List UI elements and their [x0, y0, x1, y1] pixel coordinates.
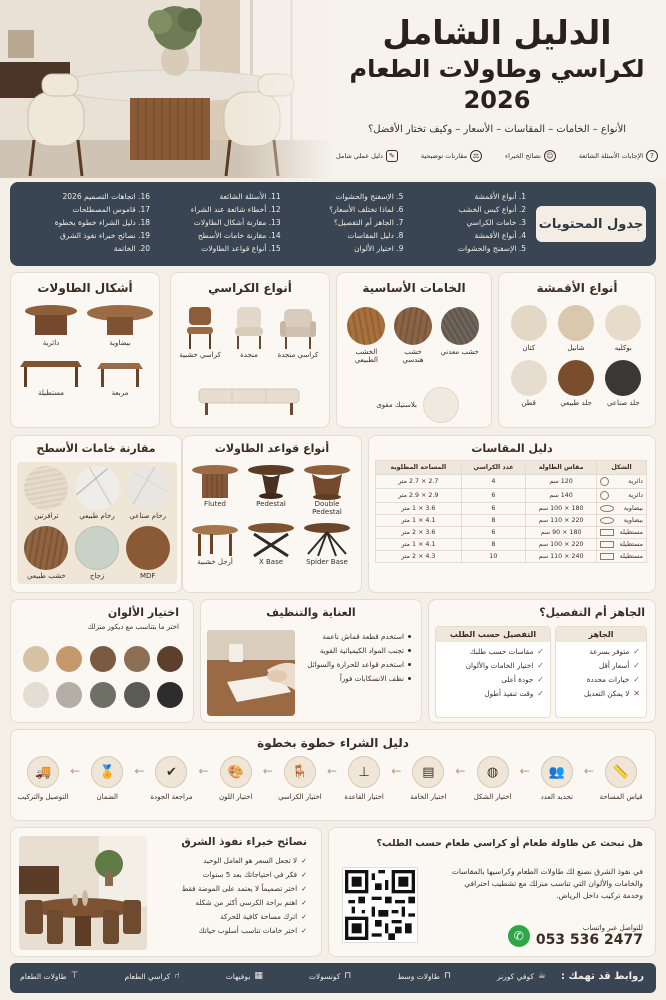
toc-link[interactable]: 9. اختيار الألوان	[354, 244, 404, 253]
toc-link[interactable]: 5. الإسفنج والحشوات	[457, 244, 526, 253]
list-item: نظف الانسكابات فوراً	[291, 674, 411, 683]
award-icon: 🏅	[91, 756, 123, 788]
colors-card	[10, 599, 194, 723]
toc-link[interactable]: 4. أنواع الأقمشة	[474, 231, 526, 240]
check-icon: ✓	[537, 675, 544, 684]
rect-shape-icon	[600, 541, 614, 548]
ready-column: الجاهز ✓ متوفر بسرعة ✓ أسعار أقل ✓ خيارات محددة ✕ لا يمكن التعديل	[555, 626, 647, 718]
x-base-icon	[246, 522, 296, 558]
base-type: Double Pedestal	[299, 464, 355, 516]
footer-link-center-tables[interactable]: ⊓ طاولات وسط	[397, 971, 451, 981]
qr-code[interactable]	[343, 868, 417, 942]
check-icon: ✓	[633, 675, 640, 684]
check-icon: ✓	[633, 647, 640, 656]
toc-column-2	[283, 190, 403, 255]
care-title: العناية والتنظيف	[266, 606, 356, 619]
fabric-swatch: جلد صناعي	[600, 360, 647, 407]
chairs-card	[170, 272, 330, 428]
buffet-icon: ▦	[254, 971, 263, 981]
toc-link[interactable]: 11. الأسئلة الشائعة	[219, 192, 281, 201]
fabrics-title: أنواع الأقمشة	[536, 281, 618, 295]
materials-card	[336, 272, 492, 428]
toc-link[interactable]: 12. أخطاء شائعة عند الشراء	[190, 205, 281, 214]
upholstered-armchair-icon	[278, 305, 318, 351]
check-icon: ✓	[301, 884, 307, 893]
buying-steps-title: دليل الشراء خطوة بخطوة	[257, 736, 409, 750]
step-arrow: ←	[198, 764, 209, 778]
footer-link-coffee-corner[interactable]: ☕ كوفي كورنر	[496, 971, 546, 981]
toc-link[interactable]: 18. دليل الشراء خطوة بخطوة	[54, 218, 151, 227]
toc-link[interactable]: 3. خامات الكراسي	[466, 218, 526, 227]
base-type: Pedestal	[243, 464, 299, 516]
upholstered-chair-icon	[231, 305, 267, 351]
step-warranty: 🏅 الضمان	[81, 756, 133, 801]
faq-icon: ?	[646, 150, 658, 162]
footer-links-bar	[10, 963, 656, 993]
chair-type: كراسي منجدة	[275, 305, 321, 359]
check-icon: ✓	[537, 689, 544, 698]
surfaces-card	[10, 435, 182, 593]
table-row: دائرية 120 سم 4 2.7 × 2.7 متر	[376, 475, 647, 489]
main-subtitle-title: لكراسي وطاولات الطعام 2026	[349, 54, 645, 115]
list-item: ✓ جودة أعلى	[501, 675, 544, 684]
step-arrow: ←	[583, 764, 594, 778]
check-icon: ✓	[301, 926, 307, 935]
list-item: ✓ اهتم براحة الكرسي أكثر من شكله	[195, 898, 307, 907]
oval-table-icon	[85, 303, 155, 339]
coffee-icon: ☕	[537, 971, 546, 981]
table-shape: بيضاوية	[85, 303, 155, 347]
list-item: ✓ اختر تصميماً لا يعتمد على الموضة فقط	[181, 884, 307, 893]
spider-base-icon	[302, 522, 352, 558]
rect-shape-icon	[600, 553, 614, 560]
wooden-chair-icon	[182, 305, 218, 351]
ready-vs-custom-card	[428, 599, 656, 723]
step-color: 🎨 اختيار اللون	[210, 756, 262, 801]
care-card	[200, 599, 422, 723]
toc-column-1	[406, 190, 526, 255]
check-icon: ✓	[537, 647, 544, 656]
toc-link[interactable]: 19. نصائح خبراء نفوذ الشرق	[59, 231, 151, 240]
ruler-icon: 📏	[605, 756, 637, 788]
check-icon: ✓	[633, 661, 640, 670]
list-item: ✓ اختيار الخامات والألوان	[465, 661, 544, 670]
contact-body: في نفوذ الشرق نصنع لك طاولات الطعام وكراسيها بالمقاسات والخامات والألوان التي تناسب منزلك مع تشطيب احترافي وخدمة تركيب داخل الرياض.	[451, 867, 643, 900]
table-shape-icon: ◍	[477, 756, 509, 788]
palette-icon: 🎨	[220, 756, 252, 788]
expert-tips-title: نصائح خبراء نفوذ الشرق	[181, 836, 307, 848]
chairs-title: أنواع الكراسي	[208, 281, 292, 295]
color-swatch[interactable]	[157, 646, 183, 672]
step-chair: 🪑 اختيار الكراسي	[274, 756, 326, 801]
step-arrow: ←	[455, 764, 466, 778]
hero-dining-photo	[0, 0, 332, 178]
list-item: ✓ لا تجعل السعر هو العامل الوحيد	[203, 856, 307, 865]
surfaces-title: مقارنة خامات الأسطح	[36, 442, 156, 455]
feature-compare: ⚖ مقارنات توضيحية	[421, 150, 482, 162]
check-icon: ✓	[301, 870, 307, 879]
step-count: 👥 تحديد العدد	[531, 756, 583, 801]
chair-type: كراسي خشبية	[177, 305, 223, 359]
check-icon: ✓	[537, 661, 544, 670]
feature-faq: ? الإجابات الأسئلة الشائعة	[579, 150, 658, 162]
center-table-icon: ⊓	[443, 971, 451, 981]
toc-column-3	[153, 190, 281, 255]
surface-swatch: رخام صناعي	[122, 466, 173, 520]
square-table-icon	[95, 355, 145, 389]
list-item: استخدم قطعة قماش ناعمة	[291, 632, 411, 641]
people-icon: 👥	[541, 756, 573, 788]
color-swatch[interactable]	[23, 682, 49, 708]
color-swatch[interactable]	[124, 646, 150, 672]
round-shape-icon	[600, 477, 609, 486]
toc-link[interactable]: 6. لماذا تختلف الأسعار؟	[329, 205, 404, 214]
whatsapp-label: للتواصل عبر واتساب	[582, 924, 643, 932]
toc-link[interactable]: 2. أنواع كبس الخشب	[458, 205, 526, 214]
chair-icon: 🪑	[284, 756, 316, 788]
bench-illustration	[197, 385, 301, 417]
base-icon: ⊥	[348, 756, 380, 788]
dining-chair-icon: ⑁	[174, 971, 180, 981]
step-measure: 📏 قياس المساحة	[595, 756, 647, 801]
check-icon: ✓	[301, 856, 307, 865]
round-table-icon	[21, 303, 81, 339]
base-type: Fluted	[187, 464, 243, 516]
table-bases-card	[182, 435, 362, 593]
color-swatch[interactable]	[23, 646, 49, 672]
base-type: X Base	[243, 522, 299, 566]
table-row: مستطيلة 220 × 100 سم 8 4.1 × 1 متر	[376, 539, 647, 551]
list-item: ✓ وقت تنفيذ أطول	[484, 689, 544, 698]
base-type: Spider Base	[299, 522, 355, 566]
footer-title: روابط قد تهمك :	[560, 971, 644, 982]
expert-icon: ☺	[544, 150, 556, 162]
pedestal-icon	[246, 464, 296, 500]
footer-link-buffets[interactable]: ▦ بوفيهات	[225, 971, 263, 981]
expert-tips-card	[10, 827, 322, 957]
step-arrow: ←	[326, 764, 338, 778]
rectangular-table-icon	[18, 355, 84, 389]
toc-link[interactable]: 7. الجاهز أم التفصيل؟	[333, 218, 404, 227]
truck-icon: 🚚	[27, 756, 59, 788]
fluted-base-icon	[190, 464, 240, 500]
toc-link[interactable]: 20. الخاتمة	[113, 244, 151, 253]
color-swatch[interactable]	[90, 682, 116, 708]
compare-icon: ⚖	[470, 150, 482, 162]
dining-room-photo	[19, 836, 147, 950]
material-icon: ▤	[412, 756, 444, 788]
step-quality: ✔ مراجعة الجودة	[145, 756, 197, 801]
surface-swatch: MDF	[122, 526, 173, 580]
toc-link[interactable]: 5. الإسفنج والحشوات	[335, 192, 404, 201]
list-item: ✓ متوفر بسرعة	[589, 647, 640, 656]
whatsapp-icon[interactable]: ✆	[508, 925, 530, 947]
fabric-swatch: قطن	[505, 360, 552, 407]
footer-link-consoles[interactable]: ⊓ كونسولات	[308, 971, 352, 981]
cross-icon: ✕	[633, 689, 640, 698]
chair-type: منجدة	[226, 305, 272, 359]
hero-section	[0, 0, 666, 178]
hero-tagline: الأنواع – الخامات – المقاسات – الأسعار – وكيف تختار الأفضل؟	[367, 124, 627, 136]
phone-number[interactable]: 053 536 2477	[535, 932, 643, 948]
toc-link[interactable]: 8. دليل المقاسات	[347, 231, 404, 240]
surface-swatch: رخام طبيعي	[72, 466, 123, 520]
step-arrow: ←	[134, 764, 145, 778]
fabric-swatch: بوكليه	[600, 305, 647, 352]
shield-check-icon: ✔	[155, 756, 187, 788]
step-arrow: ←	[70, 764, 81, 778]
buying-steps-card	[10, 729, 656, 821]
surface-swatch: ترافرتين	[21, 466, 72, 520]
list-item: ✓ أسعار أقل	[598, 661, 640, 670]
hero-features	[336, 150, 658, 162]
table-bases-title: أنواع قواعد الطاولات	[214, 442, 330, 455]
material-swatch: الخشب الطبيعي	[343, 307, 390, 364]
step-delivery: 🚚 التوصيل والتركيب	[17, 756, 69, 801]
colors-subtitle: اختر ما يتناسب مع ديكور منزلك	[87, 623, 179, 631]
oval-shape-icon	[600, 505, 614, 512]
color-palette	[19, 646, 187, 708]
step-arrow: ←	[262, 764, 273, 778]
check-icon: ✓	[301, 912, 307, 921]
table-row: مستطيلة 240 × 110 سم 10 4.3 × 2 متر	[376, 551, 647, 563]
fabric-swatch: جلد طبيعي	[552, 360, 599, 407]
fabric-swatch: كتان	[505, 305, 552, 352]
size-guide-card	[368, 435, 656, 593]
material-swatch: خشب معدني	[436, 307, 483, 364]
contact-card	[328, 827, 656, 957]
step-base: ⊥ اختيار القاعدة	[338, 756, 390, 801]
toc-link[interactable]: 13. مقارنة أشكال الطاولات	[193, 218, 281, 227]
feature-experts: ☺ نصائح الخبراء	[505, 150, 556, 162]
table-shapes-title: أشكال الطاولات	[37, 281, 133, 295]
list-item: ✓ اختر خامات تناسب أسلوب حياتك	[198, 926, 307, 935]
list-item: ✓ اترك مساحة كافية للحركة	[220, 912, 307, 921]
list-item: ✓ فكر في احتياجاتك بعد 5 سنوات	[202, 870, 307, 879]
table-row: بيضاوية 180 × 100 سم 6 3.6 × 1 متر	[376, 503, 647, 515]
round-shape-icon	[600, 491, 609, 500]
toc-link[interactable]: 15. أنواع قواعد الطاولات	[201, 244, 281, 253]
color-swatch[interactable]	[157, 682, 183, 708]
material-swatch: خشب هندسي	[390, 307, 437, 364]
rect-shape-icon	[600, 529, 614, 536]
table-shapes-card	[10, 272, 160, 428]
base-type: أرجل خشبية	[187, 522, 243, 566]
toc-link[interactable]: 14. مقارنة خامات الأسطح	[197, 231, 281, 240]
ready-vs-custom-title: الجاهز أم التفصيل؟	[539, 606, 645, 619]
materials-title: الخامات الأساسية	[362, 281, 466, 295]
color-swatch[interactable]	[56, 682, 82, 708]
fabric-swatch: شانيل	[552, 305, 599, 352]
toc-link[interactable]: 16. اتجاهات التصميم 2026	[62, 192, 151, 201]
surface-swatch: خشب طبيعي	[21, 526, 72, 580]
list-item: استخدم قواعد للحرارة والسوائل	[291, 660, 411, 669]
main-title: الدليل الشامل	[382, 13, 612, 52]
double-pedestal-icon	[302, 464, 352, 500]
table-row: دائرية 140 سم 6 2.9 × 2.9 متر	[376, 489, 647, 503]
size-table: الشكل مقاس الطاولة عدد الكراسي المساحة المطلوبة دائرية 120 سم 4 2.7 × 2.7 متر دائرية 140 سم 6 2.9 × 2.9 متر بيضاوية 180 × 100 سم 6 3.6 × 1 متر بيضاوية 220 × 110 سم 8 4.1 × 1 متر مستطيلة 180 × 90 سم 6 3.6 × 2 متر مستطيلة 220 × 100 سم 8 4.1 × 1 متر مستطيلة 240 × 110 سم 10 4.3 × 2 متر	[375, 460, 647, 563]
table-row: بيضاوية 220 × 110 سم 8 4.1 × 1 متر	[376, 515, 647, 527]
fabrics-card	[498, 272, 656, 428]
dining-table-icon: ⊤	[70, 971, 79, 981]
size-guide-title: دليل المقاسات	[471, 442, 553, 455]
step-shape: ◍ اختيار الشكل	[467, 756, 519, 801]
footer-link-dining-tables[interactable]: ⊤ طاولات الطعام	[20, 971, 79, 981]
oval-shape-icon	[600, 517, 614, 524]
guide-icon: ✎	[386, 150, 398, 162]
feature-guide: ✎ دليل عملي شامل	[336, 150, 398, 162]
list-item: تجنب المواد الكيميائية القوية	[291, 646, 411, 655]
table-shape: مربعة	[85, 355, 155, 397]
toc-link[interactable]: 1. أنواع الأقمشة	[474, 192, 526, 201]
console-icon: ⊓	[344, 971, 352, 981]
check-icon: ✓	[301, 898, 307, 907]
toc-column-4	[20, 190, 150, 255]
table-shape: دائرية	[17, 303, 85, 347]
table-row: مستطيلة 180 × 90 سم 6 3.6 × 2 متر	[376, 527, 647, 539]
list-item: ✕ لا يمكن التعديل	[583, 689, 640, 698]
toc-title: جدول المحتويات	[536, 206, 646, 242]
list-item: ✓ خيارات محددة	[586, 675, 640, 684]
step-material: ▤ اختيار الخامة	[402, 756, 454, 801]
material-swatch: بلاستيك مقوى	[376, 387, 459, 423]
colors-title: اختيار الألوان	[107, 606, 179, 619]
step-arrow: ←	[391, 764, 402, 778]
surface-swatch: زجاج	[72, 526, 123, 580]
table-of-contents	[10, 182, 656, 266]
custom-column: التفصيل حسب الطلب ✓ مقاسات حسب طلبك ✓ اختيار الخامات والألوان ✓ جودة أعلى ✓ وقت تنفيذ أطول	[435, 626, 551, 718]
footer-link-dining-chairs[interactable]: ⑁ كراسي الطعام	[124, 971, 180, 981]
cleaning-photo	[207, 630, 295, 716]
list-item: ✓ مقاسات حسب طلبك	[469, 647, 544, 656]
whatsapp-contact[interactable]	[508, 924, 643, 948]
contact-title: هل تبحث عن طاولة طعام أو كراسي طعام حسب الطلب؟	[376, 838, 643, 849]
color-swatch[interactable]	[124, 682, 150, 708]
step-arrow: ←	[519, 764, 530, 778]
color-swatch[interactable]	[90, 646, 116, 672]
wooden-legs-icon	[190, 522, 240, 558]
color-swatch[interactable]	[56, 646, 82, 672]
table-shape: مستطيلة	[17, 355, 85, 397]
toc-link[interactable]: 17. قاموس المصطلحات	[72, 205, 151, 214]
